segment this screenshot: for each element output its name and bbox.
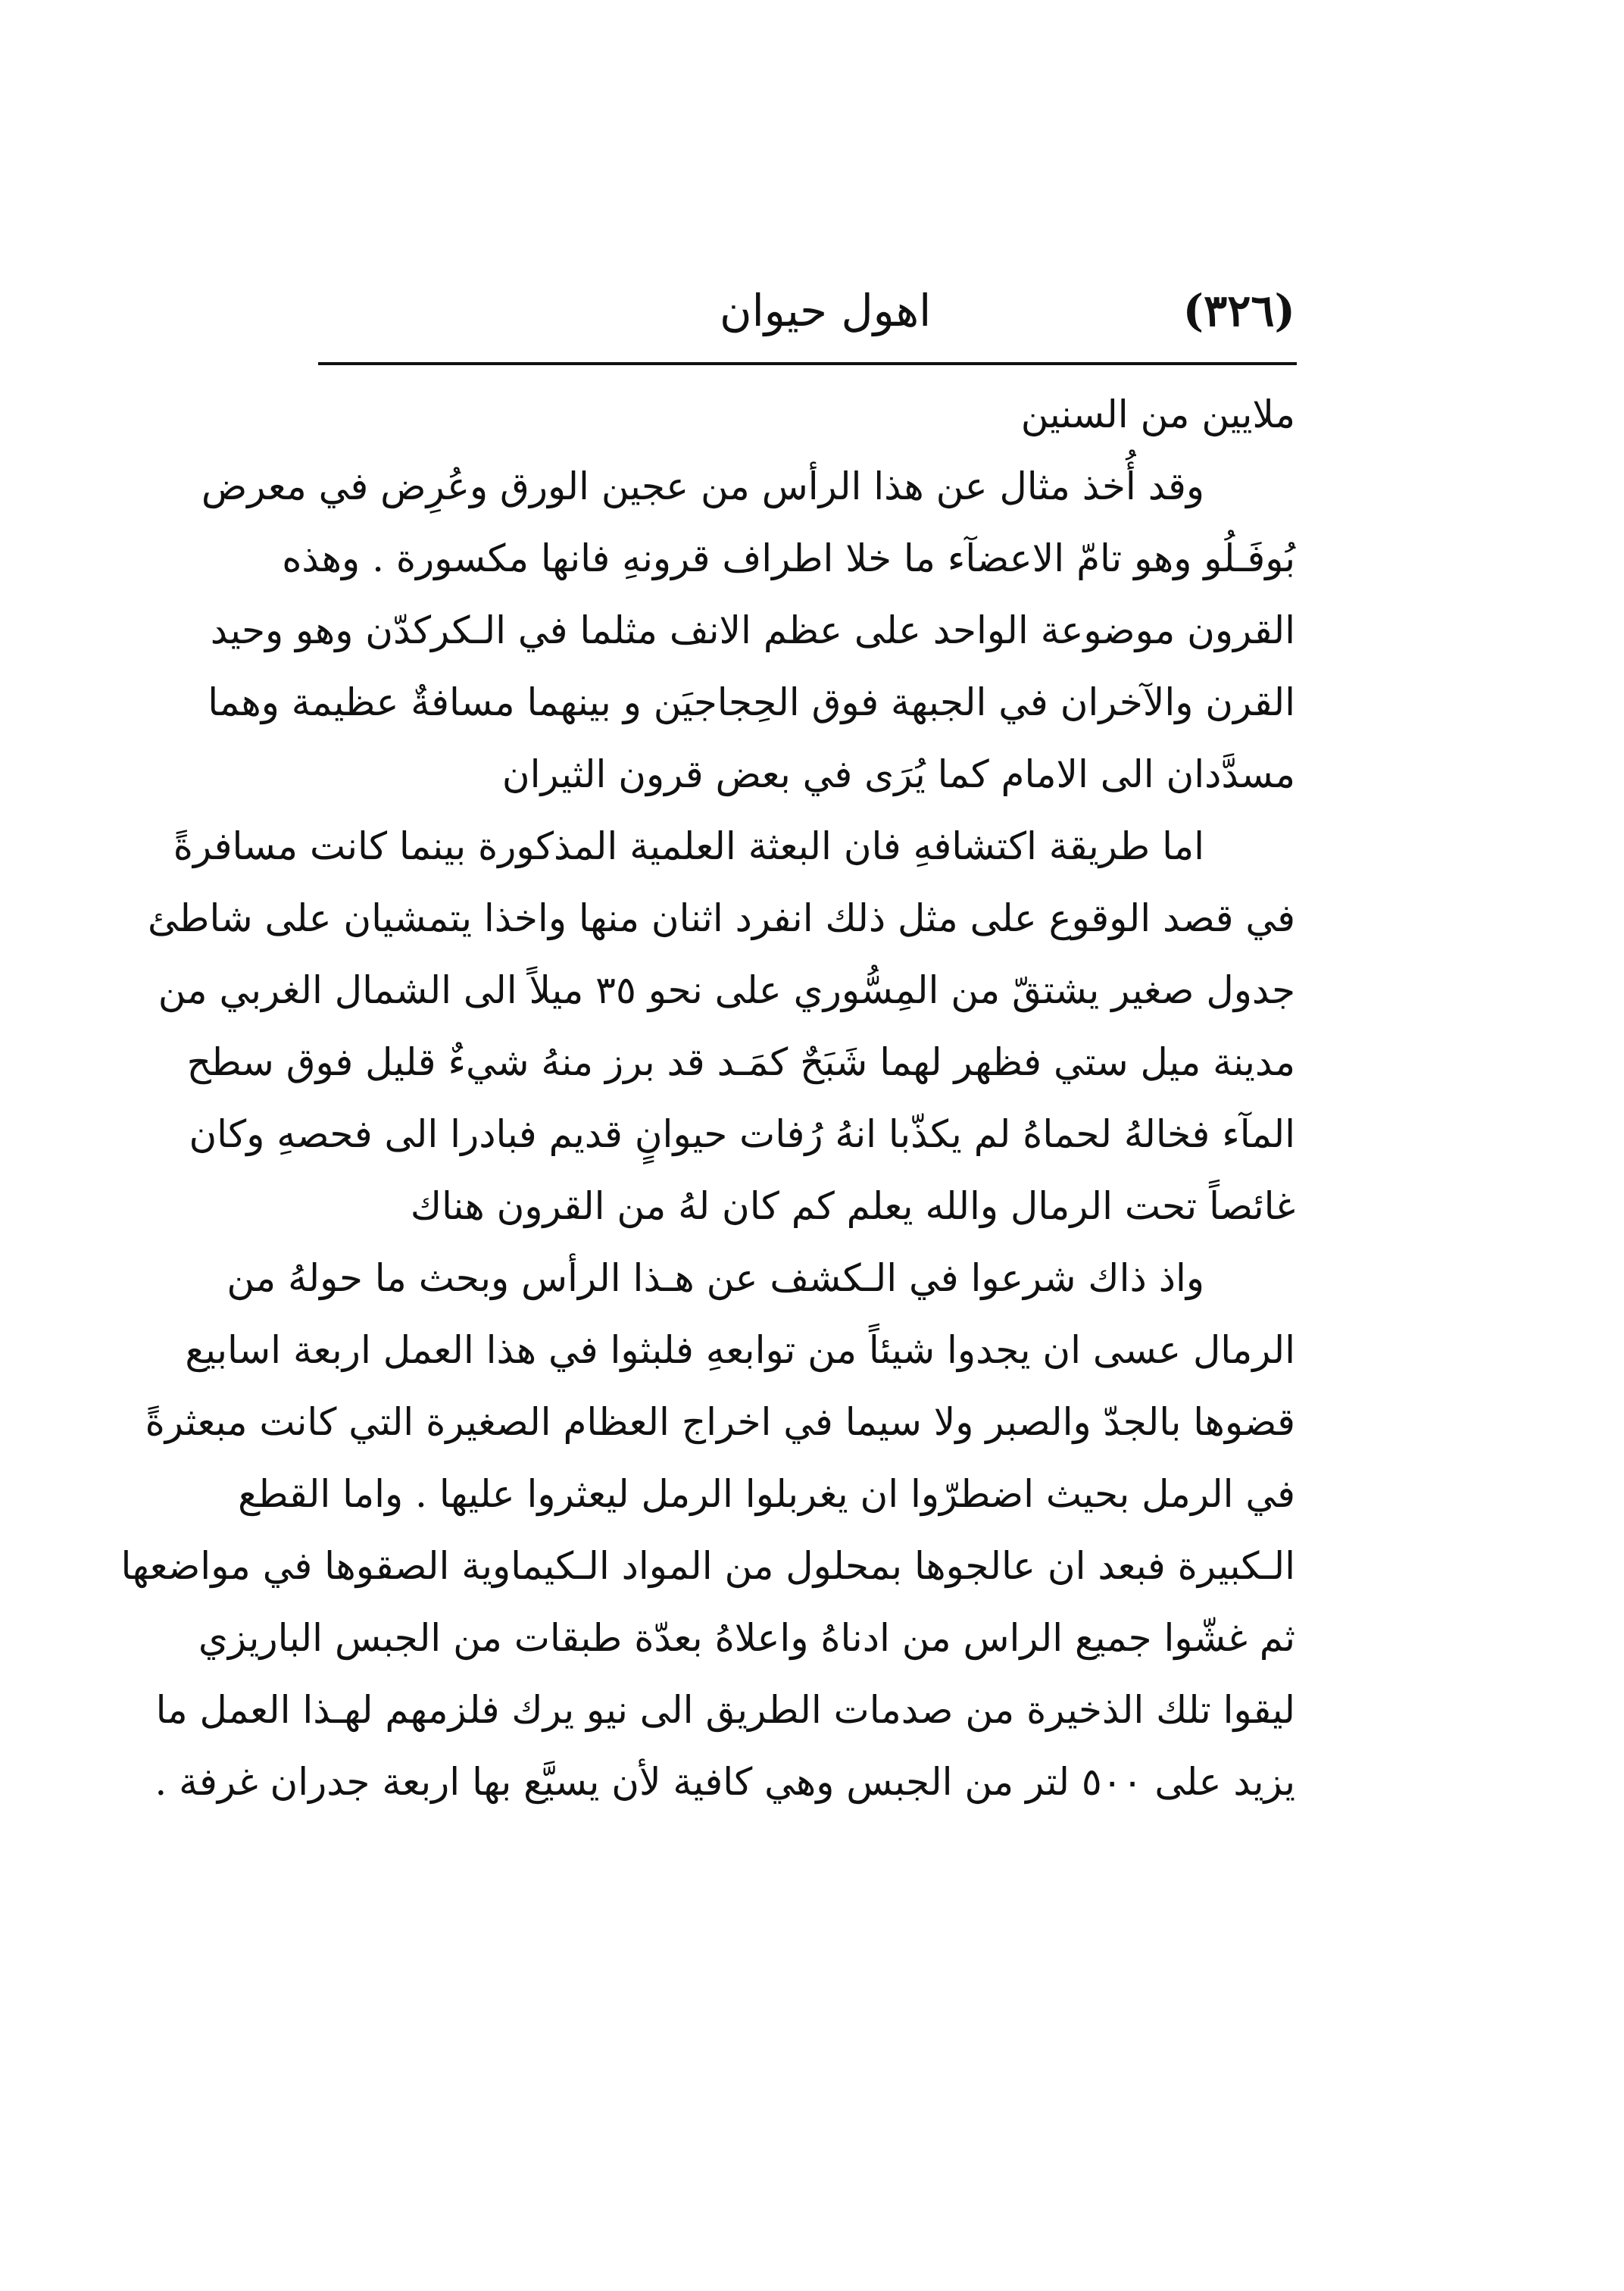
- text-line: الرمال عسى ان يجدوا شيئاً من توابعهِ فلبثوا في هذا العمل اربعة اسابيع: [185, 1328, 1295, 1372]
- running-title: اهول حيوان: [720, 285, 932, 336]
- page-number: (٣٢٦): [1182, 285, 1295, 336]
- text-line: في الرمل بحيث اضطرّوا ان يغربلوا الرمل ليعثروا عليها . واما القطع: [238, 1472, 1295, 1516]
- paragraph-2: [201, 451, 1295, 811]
- text-line: ملايين من السنين: [1020, 392, 1295, 436]
- text-line: مدينة ميل ستي فظهر لهما شَبَحٌ كمَـد قد برز منهُ شيءٌ قليل فوق سطح: [186, 1040, 1295, 1084]
- paragraph-3: [147, 811, 1295, 1242]
- text-line: ثم غشّوا جميع الراس من ادناهُ واعلاهُ بعدّة طبقات من الجبس الباريزي: [198, 1616, 1295, 1660]
- text-line: القرن والآخران في الجبهة فوق الحِجاجيَن و بينهما مسافةٌ عظيمة وهما: [208, 680, 1295, 724]
- text-line: قضوها بالجدّ والصبر ولا سيما في اخراج العظام الصغيرة التي كانت مبعثرةً: [145, 1400, 1295, 1444]
- paragraph-1: [318, 379, 1295, 451]
- text-line: بُوفَـلُو وهو تامّ الاعضآء ما خلا اطراف قرونهِ فانها مكسورة . وهذه: [282, 536, 1295, 580]
- body-text: [120, 379, 1295, 1818]
- text-line: واذ ذاك شرعوا في الـكشف عن هـذا الرأس وبحث ما حولهُ من: [226, 1256, 1204, 1300]
- page-header: [318, 273, 1295, 356]
- text-line: القرون موضوعة الواحد على عظم الانف مثلما في الـكركدّن وهو وحيد: [210, 608, 1295, 652]
- header-rule: [318, 362, 1297, 365]
- text-line: الـكبيرة فبعد ان عالجوها بمحلول من المواد الـكيماوية الصقوها في مواضعها: [120, 1544, 1295, 1588]
- text-line: اما طريقة اكتشافهِ فان البعثة العلمية المذكورة بينما كانت مسافرةً: [173, 824, 1204, 868]
- text-line: غائصاً تحت الرمال والله يعلم كم كان لهُ من القرون هناك: [410, 1184, 1295, 1228]
- text-line: يزيد على ٥٠٠ لتر من الجبس وهي كافية لأن يسيَّع بها اربعة جدران غرفة .: [155, 1760, 1295, 1804]
- text-line: جدول صغير يشتقّ من المِسُّوري على نحو ٣٥ ميلاً الى الشمال الغربي من: [158, 968, 1295, 1012]
- paragraph-4: [120, 1242, 1295, 1818]
- text-line: ليقوا تلك الذخيرة من صدمات الطريق الى نيو يرك فلزمهم لهـذا العمل ما: [155, 1688, 1295, 1732]
- text-line: المآء فخالهُ لحماهُ لم يكذّبا انهُ رُفات حيوانٍ قديم فبادرا الى فحصهِ وكان: [189, 1112, 1295, 1156]
- text-line: في قصد الوقوع على مثل ذلك انفرد اثنان منها واخذا يتمشيان على شاطئ: [147, 896, 1295, 940]
- text-line: وقد أُخذ مثال عن هذا الرأس من عجين الورق وعُرِض في معرض: [201, 464, 1204, 508]
- text-line: مسدَّدان الى الامام كما يُرَى في بعض قرون الثيران: [501, 752, 1295, 796]
